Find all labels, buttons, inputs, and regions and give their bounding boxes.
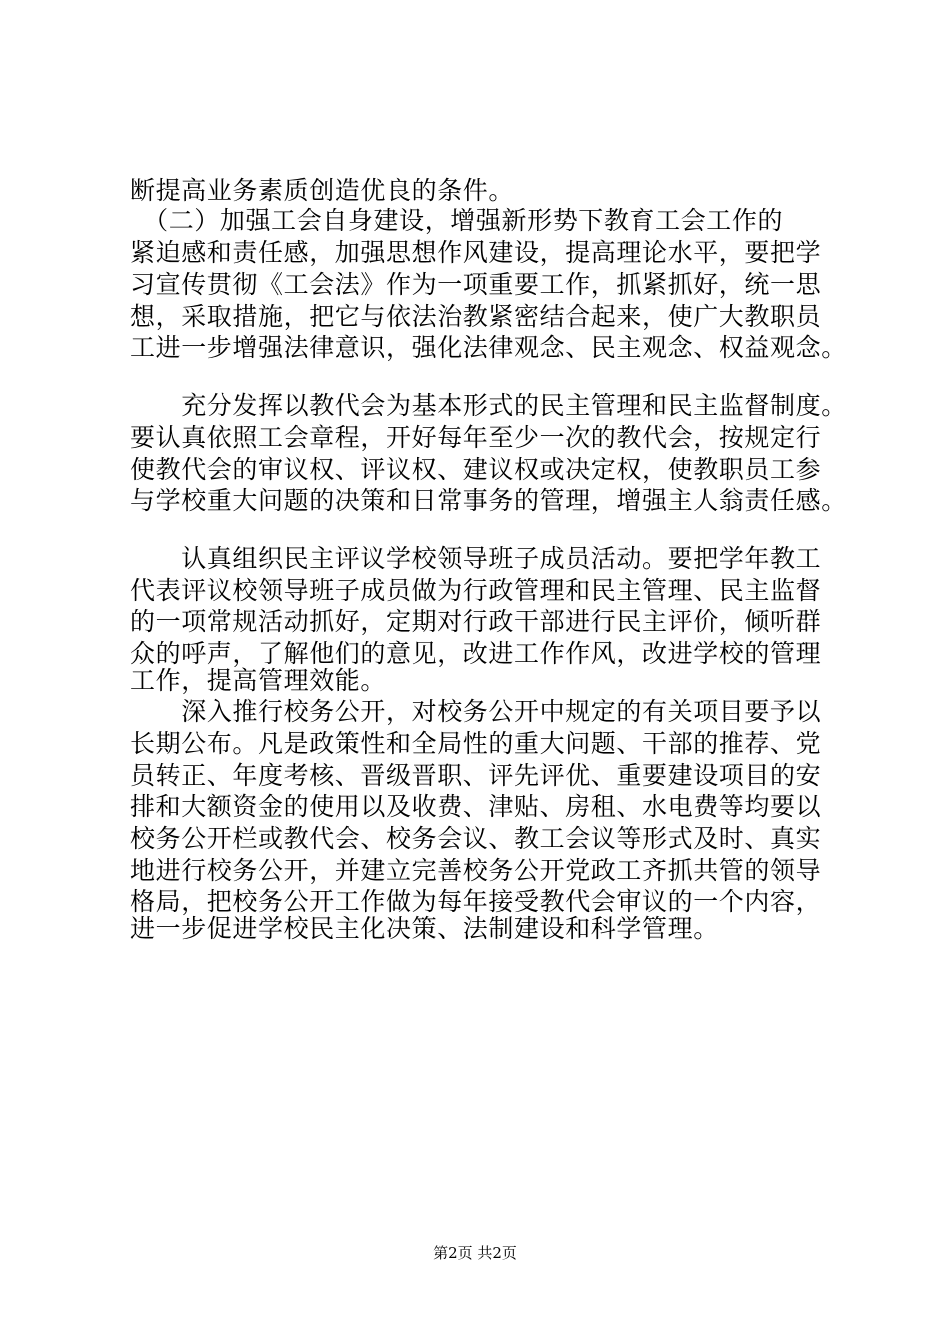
text-line: 排和大额资金的使用以及收费、津贴、房租、水电费等均要以 (130, 792, 822, 821)
text-line: 员转正、年度考核、晋级晋职、评先评优、重要建设项目的安 (130, 761, 822, 790)
text-line: 断提高业务素质创造优良的条件。 (130, 176, 515, 205)
text-line: 使教代会的审议权、评议权、建议权或决定权，使教职员工参 (130, 455, 822, 484)
text-line: 要认真依照工会章程，开好每年至少一次的教代会，按规定行 (130, 423, 822, 452)
page-number-footer: 第2页 共2页 (433, 1244, 517, 1262)
text-line: 众的呼声，了解他们的意见，改进工作作风，改进学校的管理 (130, 639, 822, 668)
text-line: 充分发挥以教代会为基本形式的民主管理和民主监督制度。 (130, 391, 847, 420)
text-line: 与学校重大问题的决策和日常事务的管理，增强主人翁责任感。 (130, 486, 847, 515)
text-line: 的一项常规活动抓好，定期对行政干部进行民主评价，倾听群 (130, 607, 822, 636)
text-line: 紧迫感和责任感，加强思想作风建设，提高理论水平，要把学 (130, 238, 822, 267)
text-line: 代表评议校领导班子成员做为行政管理和民主管理、民主监督 (130, 576, 822, 605)
text-line: 格局，把校务公开工作做为每年接受教代会审议的一个内容， (130, 887, 822, 916)
text-line: 深入推行校务公开，对校务公开中规定的有关项目要予以 (130, 697, 822, 726)
text-line: 认真组织民主评议学校领导班子成员活动。要把学年教工 (130, 544, 822, 573)
text-line: 校务公开栏或教代会、校务会议、教工会议等形式及时、真实 (130, 824, 822, 853)
text-line: 地进行校务公开，并建立完善校务公开党政工齐抓共管的领导 (130, 856, 822, 885)
text-line: 想，采取措施，把它与依法治教紧密结合起来，使广大教职员 (130, 302, 822, 331)
text-line: 工进一步增强法律意识，强化法律观念、民主观念、权益观念。 (130, 333, 847, 362)
text-line: （二）加强工会自身建设，增强新形势下教育工会工作的 (130, 206, 784, 235)
text-line: 长期公布。凡是政策性和全局性的重大问题、干部的推荐、党 (130, 729, 822, 758)
text-line: 进一步促进学校民主化决策、法制建设和科学管理。 (130, 914, 719, 943)
text-line: 工作，提高管理效能。 (130, 666, 387, 695)
text-line: 习宣传贯彻《工会法》作为一项重要工作，抓紧抓好，统一思 (130, 270, 822, 299)
